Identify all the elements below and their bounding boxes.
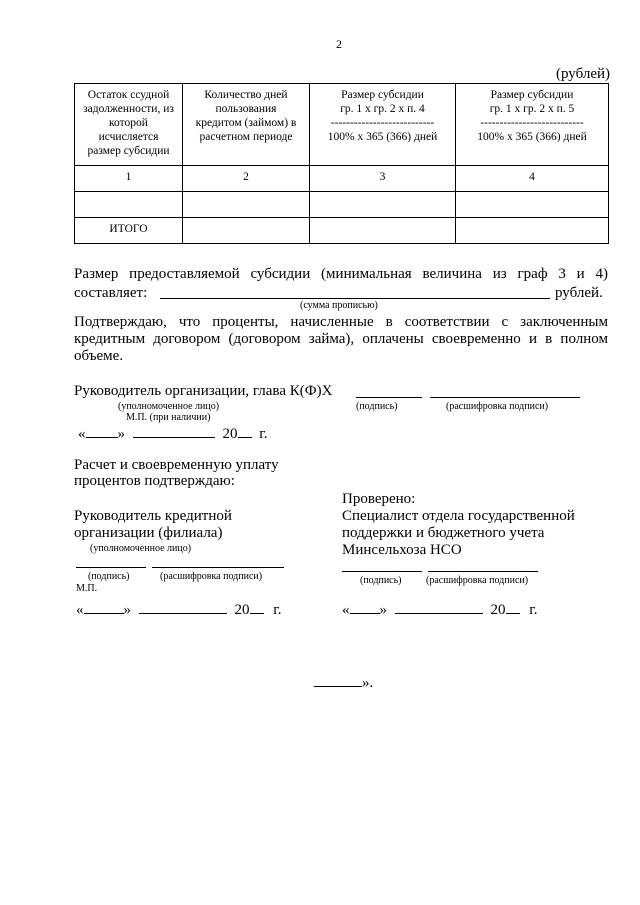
table-cell	[456, 218, 609, 244]
checked-line-3: Минсельхоза НСО	[342, 542, 462, 558]
table-row	[75, 192, 609, 218]
footer-mark: ».	[314, 675, 373, 692]
total-label: ИТОГО	[75, 218, 183, 244]
checked-date: « » 20 г.	[342, 602, 538, 618]
header-col-2: Количество дней пользования кредитом (займом) в расчетном периоде	[183, 84, 310, 166]
credit-intro-1: Расчет и своевременную уплату	[74, 457, 279, 473]
checked-caption-decode: (расшифровка подписи)	[426, 575, 529, 586]
amount-caption: (сумма прописью)	[300, 300, 378, 311]
credit-decode-line	[152, 567, 284, 568]
col-number-4: 4	[456, 166, 609, 192]
head-signature-label: Руководитель организации, глава К(Ф)Х	[74, 383, 333, 399]
head-caption-decode: (расшифровка подписи)	[446, 401, 549, 412]
credit-caption-decode: (расшифровка подписи)	[160, 571, 263, 582]
table-row	[75, 166, 609, 192]
checked-sign-line	[342, 571, 422, 572]
confirm-line-3: объеме.	[74, 348, 124, 364]
confirm-line-1: Подтверждаю, что проценты, начисленные в соответствии с заключенным	[74, 314, 608, 330]
header-col-4: Размер субсидии гр. 1 х гр. 2 х п. 5 --------------------------- 100% х 365 (366) дней	[456, 84, 609, 166]
credit-date: « » 20 г.	[76, 602, 282, 618]
credit-caption-sign: (подпись)	[88, 571, 130, 582]
head-caption-sign: (подпись)	[356, 401, 398, 412]
credit-title-2: организации (филиала)	[74, 525, 223, 541]
header-col-3: Размер субсидии гр. 1 х гр. 2 х п. 4 --------------------------- 100% х 365 (366) дней	[310, 84, 456, 166]
head-caption-stamp: М.П. (при наличии)	[126, 412, 211, 423]
checked-title: Проверено:	[342, 491, 416, 507]
confirm-line-2: кредитным договором (договором займа), оплачены своевременно и в полном	[74, 331, 608, 347]
credit-stamp: М.П.	[76, 583, 98, 594]
checked-line-2: поддержки и бюджетного учета	[342, 525, 545, 541]
table-total-row	[75, 218, 609, 244]
checked-caption-sign: (подпись)	[360, 575, 402, 586]
table-cell	[456, 192, 609, 218]
subsidy-table	[74, 83, 609, 244]
page-number: 2	[336, 37, 342, 51]
credit-intro-2: процентов подтверждаю:	[74, 473, 235, 489]
head-decode-line	[430, 397, 580, 398]
subsidy-suffix: рублей.	[555, 285, 603, 301]
credit-title-1: Руководитель кредитной	[74, 508, 232, 524]
header-col-1: Остаток ссудной задолженности, из которой исчисляется размер субсидии	[75, 84, 183, 166]
credit-caption-person: (уполномоченное лицо)	[90, 543, 192, 554]
col-number-2: 2	[183, 166, 310, 192]
table-cell	[183, 218, 310, 244]
checked-decode-line	[428, 571, 538, 572]
checked-line-1: Специалист отдела государственной	[342, 508, 575, 524]
head-sign-line	[356, 397, 422, 398]
head-caption-person: (уполномоченное лицо)	[118, 401, 220, 412]
table-header-row	[75, 84, 609, 166]
table-cell	[310, 218, 456, 244]
head-date: « » 20 г.	[78, 426, 268, 442]
col-number-3: 3	[310, 166, 456, 192]
table-cell	[183, 192, 310, 218]
amount-in-words-line	[160, 298, 550, 299]
subsidy-prefix: составляет:	[74, 285, 148, 301]
subsidy-line-1: Размер предоставляемой субсидии (минимальная величина из граф 3 и 4)	[74, 266, 608, 282]
credit-sign-line	[76, 567, 146, 568]
table-cell	[75, 192, 183, 218]
currency-note: (рублей)	[556, 66, 611, 82]
table-cell	[310, 192, 456, 218]
col-number-1: 1	[75, 166, 183, 192]
